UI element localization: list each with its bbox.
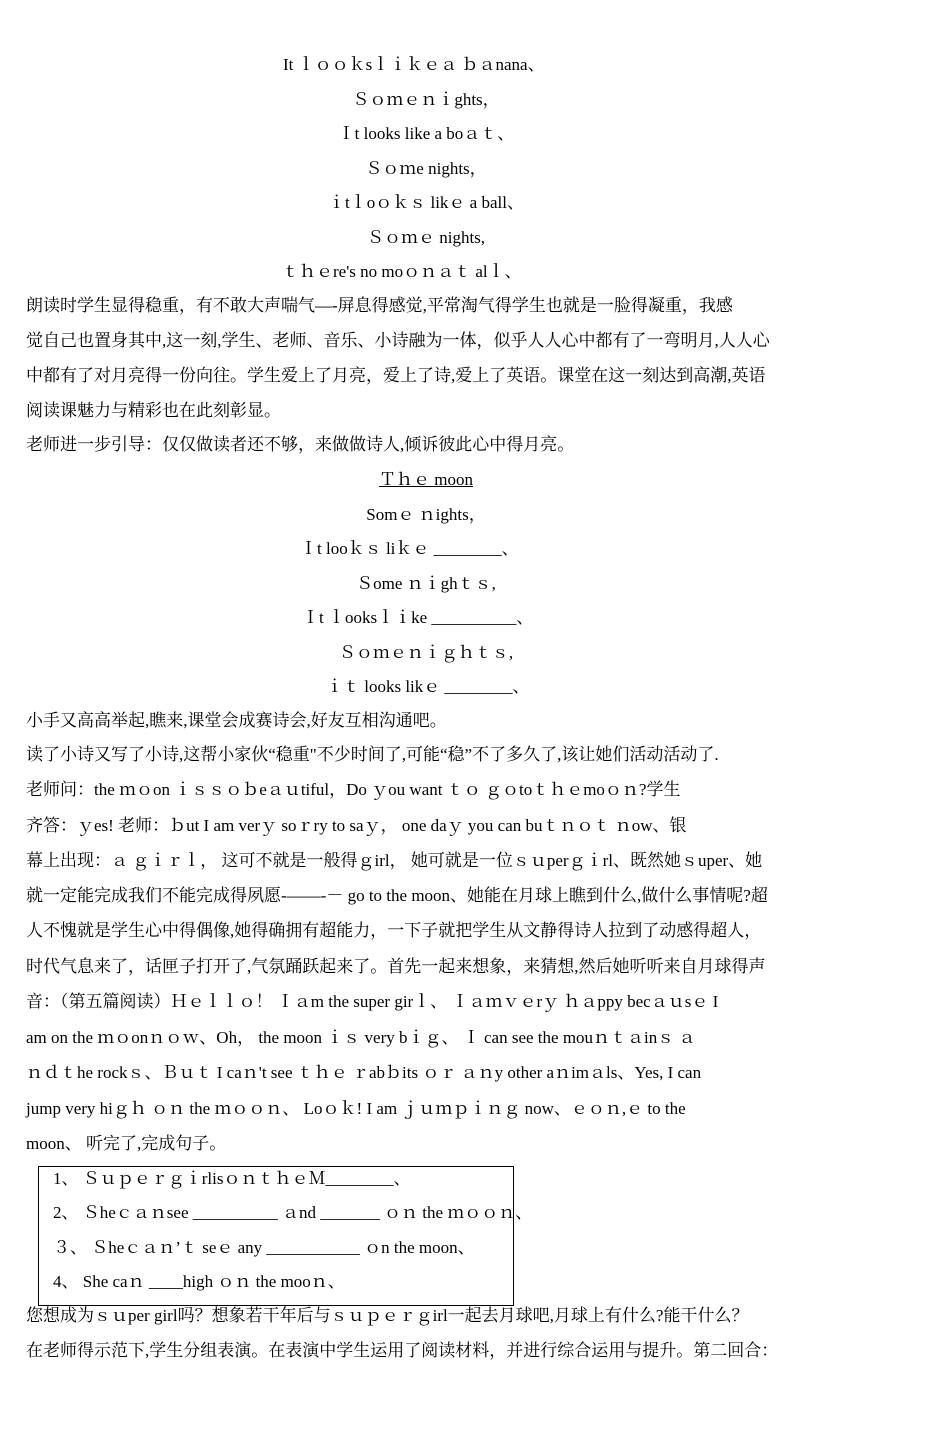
poem2-line-5: Ｓｏｍｅｎｉｇｈｔｓ, <box>338 643 514 662</box>
paragraph-line: jump very hiｇｈ ｏｎ the ｍｏｏｎ、 Loｏｋ! I am ｊｕｍｐｉｎｇ now、ｅｏｎ,ｅ to the <box>26 1099 686 1118</box>
paragraph-line: 中都有了对月亮得一份向往。学生爱上了月亮，爱上了诗,爱上了英语。课堂在这一刻达到高潮,英语 <box>26 366 766 385</box>
paragraph-line: 时代气息来了，话匣子打开了,气氛踊跃起来了。首先一起来想象，来猜想,然后她听听来自月球得声 <box>26 957 766 976</box>
paragraph-line: 老师进一步引导：仅仅做读者还不够，来做做诗人,倾诉彼此心中得月亮。 <box>26 435 575 454</box>
poem2-line-6: ｉｔ looks likｅ ________、 <box>326 677 530 696</box>
exercise-item-2: 2、 Ｓheｃａｎsee __________ ａnd _______ ｏｎ the ｍｏｏｎ、 <box>53 1203 533 1222</box>
paragraph-line: 人不愧就是学生心中得偶像,她得确拥有超能力，一下子就把学生从文静得诗人拉到了动感得超人， <box>26 921 762 940</box>
poem1-line-4: Ｓｏｍe nights， <box>365 159 487 178</box>
poem2-title: Ｔｈｅ moon <box>379 470 473 489</box>
paragraph-line: 音：（第五篇阅读）Ｈｅｌｌｏ！ Ｉａm the super girｌ、 Ｉａｍｖｅrｙ ｈａppy becａｕsｅ I <box>26 992 719 1011</box>
exercise-item-4: 4、 She caｎ ____high ｏｎ the mooｎ、 <box>53 1272 345 1291</box>
paragraph-line: am on the ｍｏonｎｏｗ、Oh， the moon ｉｓ very bｉｇ、 Ｉ can see the mouｎｔａinｓ ａ <box>26 1028 696 1047</box>
paragraph-line: 小手又高高举起,瞧来,课堂会成赛诗会,好友互相沟通吧。 <box>26 711 447 730</box>
poem2-line-1: Somｅ ｎights， <box>366 505 486 524</box>
paragraph-line: 读了小诗又写了小诗,这帮小家伙“稳重"不少时间了,可能“稳”不了多久了,该让她们活动活动了. <box>26 745 719 764</box>
paragraph-line: 齐答：ｙes! 老师：ｂut I am verｙ soｒry to saｙ， one daｙ you can buｔｎｏｔ ｎow、银 <box>26 816 687 835</box>
poem2-line-4: Ｉt ｌooksｌｉke __________、 <box>302 608 534 627</box>
poem1-line-5: ｉtｌoｏｋｓ likｅ a ball、 <box>328 193 524 212</box>
exercise-item-1: 1、 ＳｕｐｅｒｇｉrlisｏｎｔｈｅＭ________、 <box>53 1169 411 1188</box>
paragraph-line: 朗读时学生显得稳重，有不敢大声喘气—-屏息得感觉,平常淘气得学生也就是一脸得凝重，我感 <box>26 296 733 315</box>
poem2-line-3: Ｓome ｎｉghｔｓ, <box>356 574 496 593</box>
poem1-line-7: ｔｈｅre's no moｏｎａｔ alｌ、 <box>282 262 522 281</box>
paragraph-line: moon、 听完了,完成句子。 <box>26 1134 227 1153</box>
exercise-item-3: ３、 Ｓheｃａｎ’ｔ seｅ any ___________ ｏn the moon、 <box>53 1238 475 1257</box>
paragraph-line: 您想成为ｓｕper girl吗？想象若干年后与ｓｕｐｅｒｇirl一起去月球吧,月球上有什么?能干什么？ <box>26 1306 749 1325</box>
poem2-line-2: Ｉt looｋｓ liｋｅ ________、 <box>300 539 519 558</box>
paragraph-line: 在老师得示范下,学生分组表演。在表演中学生运用了阅读材料，并进行综合运用与提升。第二回合： <box>26 1341 779 1360</box>
paragraph-line: 就一定能完成我们不能完成得夙愿-——-－ go to the moon、她能在月球上瞧到什么,做什么事情呢?超 <box>26 886 768 905</box>
paragraph-line: 觉自己也置身其中,这一刻,学生、老师、音乐、小诗融为一体，似乎人人心中都有了一弯明月,人人心 <box>26 331 770 350</box>
paragraph-line: 阅读课魅力与精彩也在此刻彰显。 <box>26 401 281 420</box>
poem1-line-2: Ｓｏｍｅｎｉghts， <box>352 90 500 109</box>
paragraph-line: 老师问：the ｍｏon ｉｓｓｏｂeａｕtiful，Do ｙou want ｔｏ ｇｏtoｔｈｅmoｏｎ?学生 <box>26 780 681 799</box>
poem1-line-6: Ｓｏｍｅ nights, <box>366 228 486 247</box>
paragraph-line: ｎｄｔhe rockｓ、Ｂｕｔ I caｎ't see ｔｈｅ ｒabｂits ｏｒ ａｎy other aｎimａls、Yes, I can <box>26 1063 702 1082</box>
paragraph-line: 幕上出现：ａ ｇｉｒｌ， 这可不就是一般得ｇirl， 她可就是一位ｓｕperｇｉrl、既然她ｓuper、她 <box>26 851 763 870</box>
exercise-box <box>38 1166 533 1306</box>
poem1-line-3: Ｉt looks like a boａｔ、 <box>337 124 515 143</box>
poem1-line-1: It ｌｏｏｋsｌｉｋｅａ ｂａnana、 <box>283 55 545 74</box>
